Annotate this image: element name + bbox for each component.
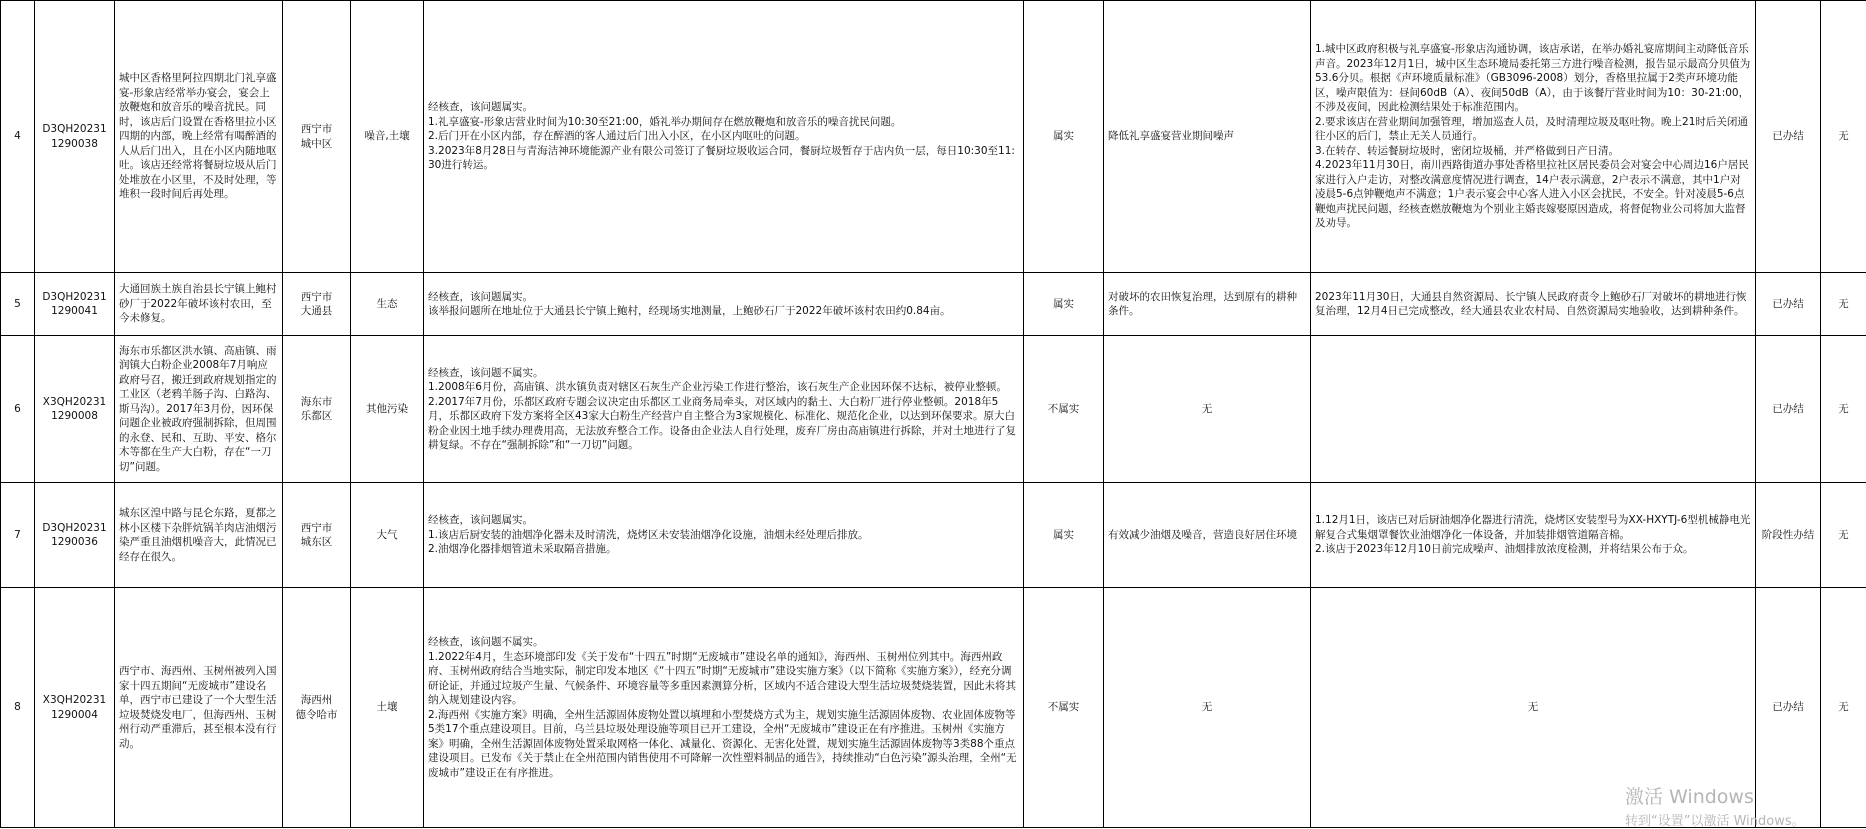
verification-status: 属实 [1024,273,1104,336]
accountability: 无 [1821,1,1866,273]
verification-status: 属实 [1024,1,1104,273]
row-number: 8 [1,588,35,828]
table-row [1,336,1866,483]
administrative-area: 海东市 乐都区 [283,336,351,483]
case-code: D3QH20231 1290036 [35,483,115,588]
pollution-type: 大气 [351,483,424,588]
accountability: 无 [1821,588,1866,828]
windows-activation-watermark-hint: 转到“设置”以激活 Windows。 [1625,810,1805,829]
case-code: X3QH20231 1290008 [35,336,115,483]
rectification-goal: 无 [1104,588,1311,828]
rectification-goal: 对破坏的农田恢复治理，达到原有的耕种条件。 [1104,273,1311,336]
complaint-content: 城东区湟中路与昆仑东路，夏都之林小区楼下杂胖炕锅羊肉店油烟污染严重且油烟机噪音大，此情况已经存在很久。 [115,483,283,588]
verification-result: 经核查，该问题属实。 该举报问题所在地址位于大通县长宁镇上鲍村，经现场实地测量，上鲍砂石厂于2022年破坏该村农田约0.84亩。 [424,273,1024,336]
pollution-type: 其他污染 [351,336,424,483]
complaint-content: 海东市乐都区洪水镇、高庙镇、雨润镇大白粉企业2008年7月响应政府号召，搬迁到政府规划指定的工业区（老鸦羊肠子沟、白路沟、斯马沟）。2017年3月份，因环保问题企业被政府强制拆除，但周围的永登、民和、互助、平安、格尔木等都在生产大白粉，存在“一刀切”问题。 [115,336,283,483]
case-code: D3QH20231 1290041 [35,273,115,336]
accountability: 无 [1821,336,1866,483]
accountability: 无 [1821,273,1866,336]
rectification-measures: 2023年11月30日，大通县自然资源局、长宁镇人民政府责令上鲍砂石厂对破坏的耕地进行恢复治理，12月4日已完成整改，经大通县农业农村局、自然资源局实地验收，达到耕种条件。 [1311,273,1756,336]
verification-result: 经核查，该问题属实。 1.该店后厨安装的油烟净化器未及时清洗，烧烤区未安装油烟净化设施，油烟未经处理后排放。 2.油烟净化器排烟管道未采取隔音措施。 [424,483,1024,588]
verification-status: 不属实 [1024,336,1104,483]
administrative-area: 西宁市 城中区 [283,1,351,273]
pollution-type: 生态 [351,273,424,336]
verification-status: 属实 [1024,483,1104,588]
completion-status: 已办结 [1756,273,1821,336]
verification-result: 经核查，该问题不属实。 1.2008年6月份，高庙镇、洪水镇负责对辖区石灰生产企业污染工作进行整治，该石灰生产企业因环保不达标，被停业整顿。 2.2017年7月份，乐都区政府专题会议决定由乐都区工业商务局牵头，对区域内的黏土、大白粉厂进行停业整顿。2018年5月，乐都区政府下发方案将全区43家大白粉生产经营户自主整合为3家规模化、标准化、规范化企业，以达到环保要求。原大白粉企业因土地手续办理费用高，无法放弃整合工作。设备由企业法人自行处理，废弃厂房由高庙镇进行拆除，并对土地进行了复耕复绿。不存在“强制拆除”和“一刀切”问题。 [424,336,1024,483]
completion-status: 已办结 [1756,336,1821,483]
verification-result: 经核查，该问题属实。 1.礼享盛宴-形象店营业时间为10:30至21:00，婚礼举办期间存在燃放鞭炮和放音乐的噪音扰民问题。 2.后门开在小区内部，存在醉酒的客人通过后门出入小区，在小区内呕吐的问题。 3.2023年8月28日与青海洁神环境能源产业有限公司签订了餐厨垃圾收运合同，餐厨垃圾暂存于店内负一层，每日10:30至11:30进行转运。 [424,1,1024,273]
table-row [1,483,1866,588]
completion-status: 已办结 [1756,588,1821,828]
row-number: 5 [1,273,35,336]
administrative-area: 西宁市 大通县 [283,273,351,336]
completion-status: 已办结 [1756,1,1821,273]
rectification-goal: 有效减少油烟及噪音，营造良好居住环境 [1104,483,1311,588]
case-code: X3QH20231 1290004 [35,588,115,828]
complaint-content: 西宁市、海西州、玉树州被列入国家十四五期间“无废城市”建设名单，西宁市已建设了一个大型生活垃圾焚烧发电厂，但海西州、玉树州行动严重滞后，甚至根本没有行动。 [115,588,283,828]
complaint-content: 大通回族土族自治县长宁镇上鲍村砂厂于2022年破坏该村农田，至今未修复。 [115,273,283,336]
case-code: D3QH20231 1290038 [35,1,115,273]
rectification-measures: 无 [1311,588,1756,828]
windows-activation-watermark-title: 激活 Windows [1625,782,1754,809]
row-number: 4 [1,1,35,273]
row-number: 6 [1,336,35,483]
rectification-measures: 1.12月1日，该店已对后厨油烟净化器进行清洗，烧烤区安装型号为XX-HXYTJ-6型机械静电光解复合式集烟罩餐饮业油烟净化一体设备，并加装排烟管道隔音棉。 2.该店于2023年12月10日前完成噪声、油烟排放浓度检测，并将结果公布于众。 [1311,483,1756,588]
table-row [1,273,1866,336]
verification-result: 经核查，该问题不属实。 1.2022年4月，生态环境部印发《关于发布“十四五”时期“无废城市”建设名单的通知》，海西州、玉树州位列其中。海西州政府、玉树州政府结合当地实际，制定印发本地区《“十四五”时期“无废城市”建设实施方案》（以下简称《实施方案》），经充分调研论证，并通过垃圾产生量、气候条件、环境容量等多重因素测算分析，区域内不适合建设大型生活垃圾焚烧装置，因此未将其纳入规划建设内容。 2.海西州《实施方案》明确，全州生活源固体废物处置以填埋和小型焚烧方式为主，规划实施生活源固体废物、农业固体废物等5类17个重点建设项目。目前，乌兰县垃圾处理设施等项目已开工建设，全州“无废城市”建设正在有序推进。玉树州《实施方案》明确，全州生活源固体废物处置采取网格一体化、减量化、资源化、无害化处置，规划实施生活源固体废物等3类88个重点建设项目。已发布《关于禁止在全州范围内销售使用不可降解一次性塑料制品的通告》，持续推动“白色污染”源头治理，全州“无废城市”建设正在有序推进。 [424,588,1024,828]
accountability: 无 [1821,483,1866,588]
table-row [1,1,1866,273]
rectification-goal: 降低礼享盛宴营业期间噪声 [1104,1,1311,273]
completion-status: 阶段性办结 [1756,483,1821,588]
complaint-content: 城中区香格里阿拉四期北门礼享盛宴-形象店经常举办宴会，宴会上放鞭炮和放音乐的噪音扰民。同时，该店后门设置在香格里拉小区四期的内部，晚上经常有喝醉酒的人从后门出入，且在小区内随地呕吐。该店还经常将餐厨垃圾从后门处堆放在小区里，不及时处理，等堆积一段时间后再处理。 [115,1,283,273]
verification-status: 不属实 [1024,588,1104,828]
administrative-area: 海西州 德令哈市 [283,588,351,828]
table-row [1,588,1866,828]
administrative-area: 西宁市 城东区 [283,483,351,588]
row-number: 7 [1,483,35,588]
pollution-type: 土壤 [351,588,424,828]
rectification-measures [1311,336,1756,483]
rectification-goal: 无 [1104,336,1311,483]
rectification-measures: 1.城中区政府积极与礼享盛宴-形象店沟通协调，该店承诺，在举办婚礼宴席期间主动降低音乐声音。2023年12月1日，城中区生态环境局委托第三方进行噪音检测，报告显示最高分贝值为53.6分贝。根据《声环境质量标准》（GB3096-2008）划分，香格里拉属于2类声环境功能区，噪声限值为：昼间60dB（A）、夜间50dB（A），由于该餐厅营业时间为10：30-21:00，不涉及夜间，因此检测结果处于标准范围内。 2.要求该店在营业期间加强管理，增加巡查人员，及时清理垃圾及呕吐物。晚上21时后关闭通往小区的后门，禁止无关人员通行。 3.在转存、转运餐厨垃圾时，密闭垃圾桶，并严格做到日产日清。 4.2023年11月30日，南川西路街道办事处香格里拉社区居民委员会对宴会中心周边16户居民家进行入户走访，对整改满意度情况进行调查，14户表示满意，2户表示不满意，其中1户对凌晨5-6点钟鞭炮声不满意；1户表示宴会中心客人进入小区会扰民，不安全。针对凌晨5-6点鞭炮声扰民问题，经核查燃放鞭炮为个别业主婚丧嫁娶原因造成，将督促物业公司将加大监督及劝导。 [1311,1,1756,273]
pollution-type: 噪音,土壤 [351,1,424,273]
